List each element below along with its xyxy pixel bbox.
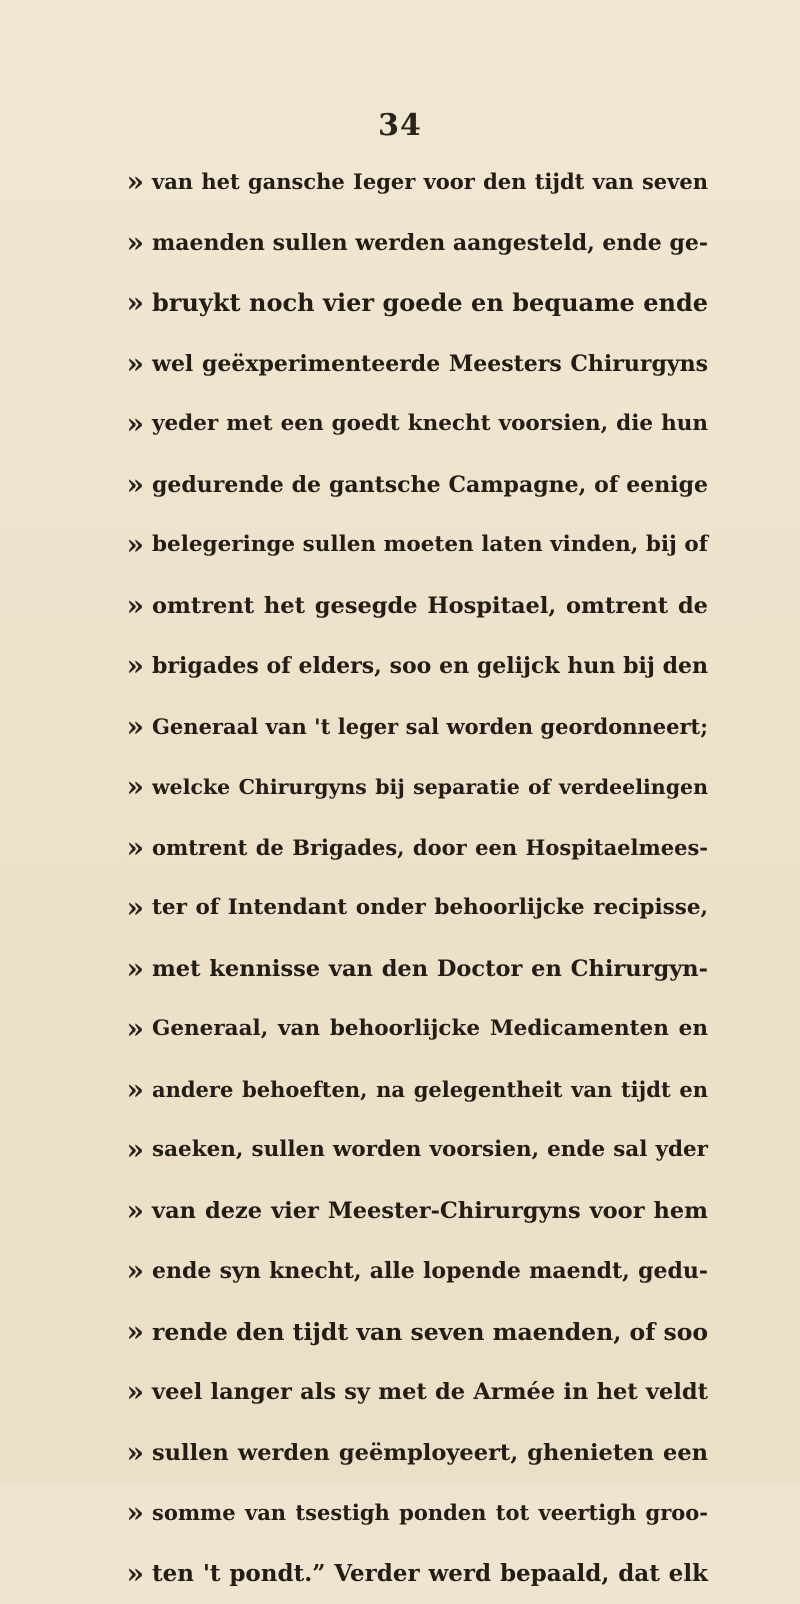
line-text: belegeringe sullen moeten laten vinden, bij of (152, 515, 708, 576)
line-text: met kennisse van den Doctor en Chirurgyn- (152, 939, 708, 1000)
line-text: maenden sullen werden aangesteld, ende ge- (152, 213, 708, 274)
quote-marker: » (104, 273, 144, 334)
line-text: yeder met een goedt knecht voorsien, die hun (152, 394, 708, 455)
text-line (0, 1362, 800, 1423)
line-text: van het gansche Ieger voor den tijdt van seven (152, 152, 708, 213)
text-line (0, 1120, 800, 1181)
quote-marker: » (104, 394, 144, 455)
line-text: Generaal, van behoorlijcke Medicamenten en (152, 999, 708, 1060)
page-number: 34 (0, 108, 800, 143)
text-line (0, 1544, 800, 1604)
quote-marker: » (104, 1241, 144, 1302)
line-text: ter of Intendant onder behoorlijcke recipisse, (152, 878, 708, 939)
quote-marker: » (104, 878, 144, 939)
quote-marker: » (104, 334, 144, 395)
line-text: brigades of elders, soo en gelijck hun bij den (152, 636, 708, 697)
quote-marker: » (104, 152, 144, 213)
text-line (0, 152, 800, 213)
quote-marker: » (104, 1362, 144, 1423)
line-text: Generaal van 't leger sal worden geordonneert; (152, 697, 708, 758)
text-line (0, 576, 800, 637)
quote-marker: » (104, 757, 144, 818)
line-text: rende den tijdt van seven maenden, of soo (152, 1302, 708, 1363)
text-line (0, 1483, 800, 1544)
text-line (0, 999, 800, 1060)
quote-marker: » (104, 1060, 144, 1121)
quote-marker: » (104, 1181, 144, 1242)
text-line (0, 273, 800, 334)
quote-marker: » (104, 455, 144, 516)
text-line (0, 636, 800, 697)
text-line (0, 213, 800, 274)
text-line (0, 334, 800, 395)
text-line (0, 1302, 800, 1363)
line-text: ten 't pondt.” Verder werd bepaald, dat elk (152, 1544, 708, 1604)
line-text: sullen werden geëmployeert, ghenieten een (152, 1423, 708, 1484)
quote-marker: » (104, 213, 144, 274)
text-line (0, 1060, 800, 1121)
text-line (0, 455, 800, 516)
text-line (0, 878, 800, 939)
quote-marker: » (104, 939, 144, 1000)
line-text: bruykt noch vier goede en bequame ende (152, 273, 708, 334)
text-line (0, 1241, 800, 1302)
quote-marker: » (104, 697, 144, 758)
quote-marker: » (104, 1120, 144, 1181)
line-text: van deze vier Meester-Chirurgyns voor hem (152, 1181, 708, 1242)
quote-marker: » (104, 1544, 144, 1604)
quote-marker: » (104, 576, 144, 637)
quote-marker: » (104, 818, 144, 879)
text-line (0, 757, 800, 818)
text-line (0, 1181, 800, 1242)
line-text: gedurende de gantsche Campagne, of eenige (152, 455, 708, 516)
text-line (0, 939, 800, 1000)
text-line (0, 515, 800, 576)
text-line (0, 697, 800, 758)
line-text: omtrent het gesegde Hospitael, omtrent de (152, 576, 708, 637)
text-line (0, 1423, 800, 1484)
line-text: andere behoeften, na gelegentheit van tijdt en (152, 1060, 708, 1121)
quote-marker: » (104, 1423, 144, 1484)
quote-marker: » (104, 515, 144, 576)
quote-marker: » (104, 999, 144, 1060)
line-text: somme van tsestigh ponden tot veertigh groo- (152, 1483, 708, 1544)
line-text: ende syn knecht, alle lopende maendt, gedu- (152, 1241, 708, 1302)
text-line (0, 394, 800, 455)
line-text: veel langer als sy met de Armée in het veldt (152, 1362, 708, 1423)
quote-marker: » (104, 1302, 144, 1363)
quote-marker: » (104, 1483, 144, 1544)
line-text: welcke Chirurgyns bij separatie of verdeelingen (152, 757, 708, 818)
body-text (0, 152, 800, 1604)
line-text: saeken, sullen worden voorsien, ende sal yder (152, 1120, 708, 1181)
quote-marker: » (104, 636, 144, 697)
line-text: wel geëxperimenteerde Meesters Chirurgyns (152, 334, 708, 395)
line-text: omtrent de Brigades, door een Hospitaelmees- (152, 818, 708, 879)
text-line (0, 818, 800, 879)
